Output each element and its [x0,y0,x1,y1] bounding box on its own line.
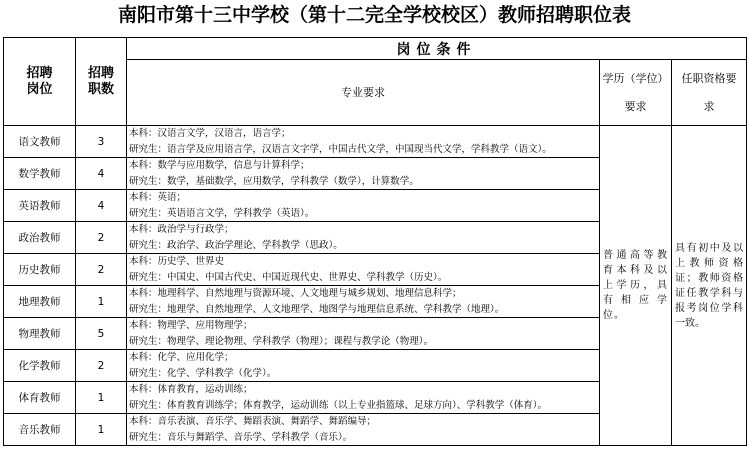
header-count: 招聘职数 [76,38,127,126]
position-count: 4 [76,158,127,190]
position-name: 物理教师 [4,318,76,350]
major-requirement: 本科：政治学与行政学； 研究生：政治学、政治学理论、学科教学（思政）。 [127,222,600,254]
position-count: 3 [76,126,127,158]
position-count: 1 [76,286,127,318]
major-requirement: 本科：数学与应用数学，信息与计算科学； 研究生：数学，基础数学，应用数学，学科教学（数学），计算数学。 [127,158,600,190]
major-requirement: 本科：英语； 研究生：英语语言文学，学科教学（英语）。 [127,190,600,222]
position-name: 英语教师 [4,190,76,222]
header-major: 专业要求 [127,60,600,126]
position-count: 4 [76,190,127,222]
position-name: 数学教师 [4,158,76,190]
position-name: 历史教师 [4,254,76,286]
positions-table [3,37,747,446]
header-position: 招聘岗位 [4,38,76,126]
position-name: 化学教师 [4,350,76,382]
major-requirement: 本科：化学、应用化学； 研究生：化学、学科教学（化学）。 [127,350,600,382]
position-count: 5 [76,318,127,350]
major-requirement: 本科：汉语言文学，汉语言，语言学； 研究生：语言学及应用语言学，汉语言文字学，中国古代文学，中国现当代文学，学科教学（语文）。 [127,126,600,158]
page-title: 南阳市第十三中学校（第十二完全学校校区）教师招聘职位表 [117,4,631,26]
position-name: 音乐教师 [4,414,76,446]
position-count: 2 [76,254,127,286]
position-name: 政治教师 [4,222,76,254]
major-requirement: 本科：体育教育，运动训练； 研究生：体育教育训练学；体育教学，运动训练（以上专业指篮球、足球方向）、学科教学（体育）。 [127,382,600,414]
position-name: 地理教师 [4,286,76,318]
position-count: 1 [76,382,127,414]
position-name: 语文教师 [4,126,76,158]
major-requirement: 本科：地理科学、自然地理与资源环境、人文地理与城乡规划、地理信息科学； 研究生：地理学、自然地理学、人文地理学、地图学与地理信息系统、学科教学（地理）。 [127,286,600,318]
position-count: 2 [76,222,127,254]
position-name: 体育教师 [4,382,76,414]
position-count: 2 [76,350,127,382]
major-requirement: 本科：历史学、世界史 研究生：中国史、中国古代史、中国近现代史、世界史、学科教学（历史）。 [127,254,600,286]
header-education: 学历（学位）要求 [600,60,672,126]
qualification-requirement: 具有初中及以上教师资格证；教师资格证任教学科与报考岗位学科一致。 [672,126,747,446]
position-count: 1 [76,414,127,446]
education-requirement: 普通高等教育本科及以上学历，具有相应学位。 [600,126,672,446]
header-qualification: 任职资格要求 [672,60,747,126]
table-row [4,126,747,158]
major-requirement: 本科：音乐表演、音乐学、舞蹈表演、舞蹈学、舞蹈编导； 研究生：音乐与舞蹈学、音乐学、学科教学（音乐）。 [127,414,600,446]
header-conditions: 岗位条件 [127,38,747,60]
major-requirement: 本科：物理学、应用物理学； 研究生：物理学、理论物理、学科教学（物理）；课程与教学论（物理）。 [127,318,600,350]
